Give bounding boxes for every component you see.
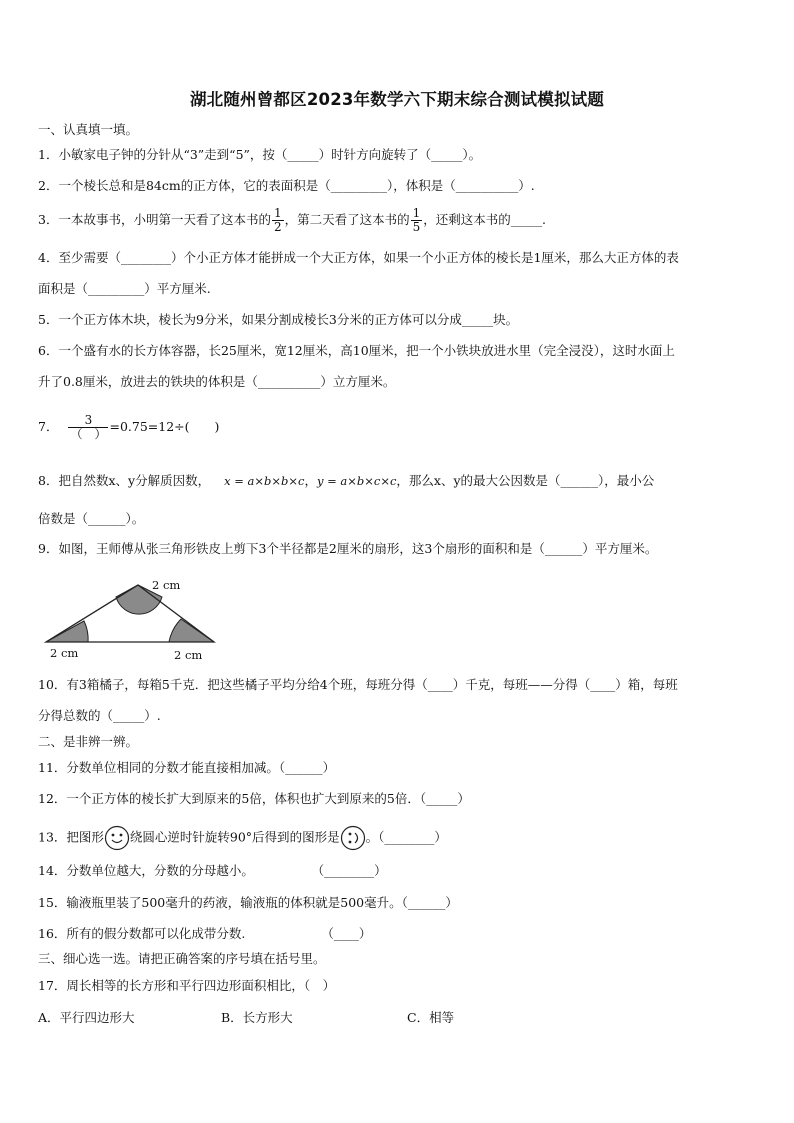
question-17-options (38, 1009, 454, 1027)
fraction-one-fifth (411, 207, 423, 234)
rotated-smiley-face-icon (340, 825, 366, 851)
question-8-text-b: ，那么x、y的最大公因数是（______），最小公 (396, 473, 655, 488)
math-x-factorization: x = a×b×b×c (224, 474, 305, 488)
question-14 (38, 862, 387, 880)
section-3-heading: 三、细心选一选。请把正确答案的序号填在括号里。 (38, 951, 326, 966)
question-16-text: 16．所有的假分数都可以化成带分数. (38, 926, 246, 941)
question-6-line-2: 升了0.8厘米，放进去的铁块的体积是（__________）立方厘米。 (38, 374, 396, 389)
question-4-line-2: 面积是（_________）平方厘米. (38, 281, 211, 296)
question-15: 15．输液瓶里装了500毫升的药液，输液瓶的体积就是500毫升。（______） (38, 895, 458, 910)
question-5: 5．一个正方体木块，棱长为9分米，如果分割成棱长3分米的正方体可以分成_____块。 (38, 312, 519, 327)
question-1: 1．小敏家电子钟的分针从“3”走到“5”，按（_____）时针方向旋转了（_____）。 (38, 147, 482, 162)
question-9: 9．如图，王师傅从张三角形铁皮上剪下3个半径都是2厘米的扇形，这3个扇形的面积和是（______）平方厘米。 (38, 541, 658, 556)
question-8-line-1: 8．把自然数x、y分解质因数， x = a×b×b×c，y = a×b×c×c，那么x、y的最大公因数是（______），最小公 (38, 473, 655, 488)
section-1-heading: 一、认真填一填。 (38, 122, 139, 137)
question-11: 11．分数单位相同的分数才能直接相加减。（______） (38, 760, 336, 775)
fraction-three-over-blank (68, 414, 108, 441)
smiley-face-icon (104, 825, 130, 851)
question-7-number: 7． (38, 419, 59, 434)
shaded-sector-right (169, 619, 214, 642)
question-7 (38, 414, 219, 441)
question-16 (38, 925, 371, 943)
question-13-text-a: 13．把图形 (38, 829, 104, 845)
question-13-text-c: 。（________） (365, 829, 447, 845)
question-7-equation: =0.75=12÷( ) (109, 419, 220, 434)
fraction-denominator: 2 (273, 220, 282, 234)
question-13 (38, 825, 447, 851)
question-2: 2．一个棱长总和是84cm的正方体，它的表面积是（_________），体积是（__________）. (38, 178, 535, 193)
question-14-text: 14．分数单位越大，分数的分母越小。 (38, 863, 254, 878)
label-right-radius: 2 cm (174, 648, 203, 662)
label-top-radius: 2 cm (152, 578, 181, 592)
question-3-text-b: ，第二天看了这本书的 (284, 212, 410, 227)
question-8-line-2: 倍数是（______）。 (38, 511, 145, 526)
question-16-answer-blank: （____） (321, 926, 372, 941)
question-3-text-a: 3．一本故事书，小明第一天看了这本书的 (38, 212, 271, 227)
fraction-denominator: 5 (412, 220, 421, 234)
question-14-answer-blank: （________） (317, 863, 387, 878)
question-17: 17．周长相等的长方形和平行四边形面积相比，（ ） (38, 978, 336, 993)
fraction-numerator: 1 (273, 206, 282, 220)
section-2-heading: 二、是非辨一辨。 (38, 734, 139, 749)
fraction-one-half (272, 207, 284, 234)
math-y-factorization: y = a×b×c×c (316, 474, 397, 488)
question-12: 12．一个正方体的棱长扩大到原来的5倍，体积也扩大到原来的5倍．（_____） (38, 791, 470, 806)
question-4-line-1: 4．至少需要（________）个小正方体才能拼成一个大正方体，如果一个小正方体的棱长是1厘米，那么大正方体的表 (38, 250, 679, 265)
question-10-line-1: 10．有3箱橘子，每箱5千克．把这些橘子平均分给4个班，每班分得（____）千克，每班——分得（____）箱，每班 (38, 677, 678, 692)
question-10-line-2: 分得总数的（_____）. (38, 708, 161, 723)
question-3-text-c: ，还剩这本书的_____. (423, 212, 546, 227)
question-13-text-b: 绕圆心逆时针旋转90°后得到的图形是 (129, 829, 340, 845)
option-a: A．平行四边形大 (38, 1010, 135, 1025)
question-8-text-a: 8．把自然数x、y分解质因数， (38, 473, 211, 488)
page-title: 湖北随州曾都区2023年数学六下期末综合测试模拟试题 (189, 90, 605, 109)
option-b: B．长方形大 (221, 1010, 293, 1025)
option-c: C．相等 (407, 1010, 455, 1025)
fraction-numerator: 3 (68, 414, 108, 428)
question-6-line-1: 6．一个盛有水的长方体容器，长25厘米，宽12厘米，高10厘米，把一个小铁块放进水里（完全浸没），这时水面上 (38, 343, 675, 358)
label-left-radius: 2 cm (50, 646, 79, 660)
triangle-sectors-figure (38, 575, 223, 665)
fraction-numerator: 1 (412, 206, 421, 220)
question-3 (38, 207, 546, 234)
fraction-denominator: （ ） (70, 427, 107, 441)
